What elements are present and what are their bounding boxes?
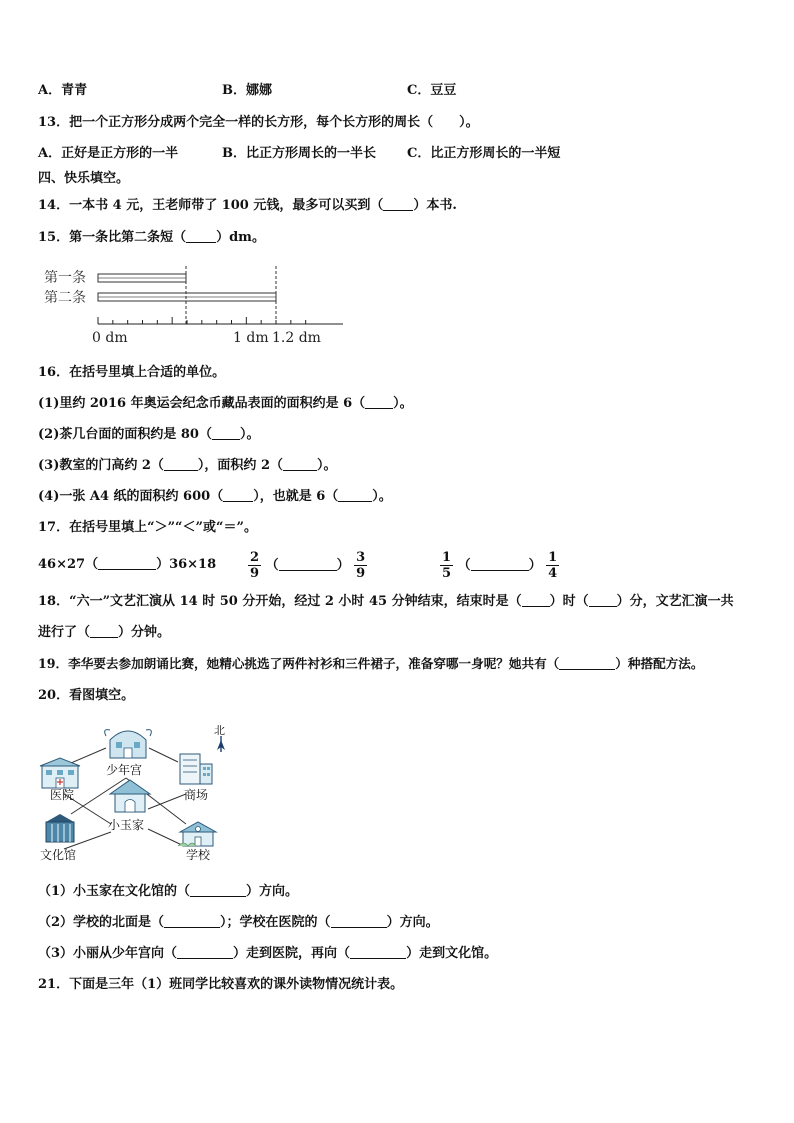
section-4-title: 四、快乐填空。 <box>38 171 130 186</box>
tick-label-0: 0 dm <box>92 330 128 346</box>
q16-p1-blank[interactable] <box>365 396 393 409</box>
q16-part-3 <box>38 457 337 475</box>
q18-text-e: ）分钟。 <box>118 625 171 640</box>
q18-text-a: 18．“六一”文艺汇演从 14 时 50 分开始，经过 2 小时 45 分钟结束，结束时是（ <box>38 594 522 609</box>
q16-p3-text-c: ）。 <box>317 458 337 473</box>
q15-ruler-figure <box>40 262 350 348</box>
q15-text-after: ）dm。 <box>216 230 265 245</box>
q16-p4-text-a: (4)一张 A4 纸的面积约 600（ <box>38 489 224 504</box>
map-label-wenhuaguan: 文化馆 <box>40 848 77 862</box>
q16-stem: 16．在括号里填上合适的单位。 <box>38 365 226 380</box>
q20-sub-1 <box>38 883 298 901</box>
q20-s3-text-c: ）走到文化馆。 <box>406 946 498 961</box>
q12-option-c: C．豆豆 <box>407 83 457 98</box>
fraction-3-9 <box>354 550 367 581</box>
fraction-1-4 <box>546 550 559 581</box>
q18-text-d: 进行了（ <box>38 625 91 640</box>
q19-text-before: 19．李华要去参加朗诵比赛，她精心挑选了两件衬衫和三件裙子，准备穿哪一身呢？她共有（ <box>38 656 560 671</box>
q17-e2-blank[interactable] <box>279 558 337 571</box>
frac-den: 9 <box>250 566 260 581</box>
q16-part-1 <box>38 395 413 413</box>
fraction-1-5 <box>440 550 453 581</box>
q16-p4-blank-2[interactable] <box>338 489 372 502</box>
q15-answer-blank[interactable] <box>186 230 216 243</box>
q12-option-a: A．青青 <box>38 83 88 98</box>
tick-label-1: 1 dm <box>233 330 269 346</box>
q18-duration-blank[interactable] <box>90 625 118 638</box>
q17-e3-blank[interactable] <box>471 558 529 571</box>
q18-minute-blank[interactable] <box>589 594 617 607</box>
q20-s3-blank-1[interactable] <box>177 946 233 959</box>
paren-open: （ <box>457 558 471 573</box>
q19-blank[interactable] <box>559 657 615 670</box>
frac-den: 9 <box>356 566 366 581</box>
tick-label-1-2: 1.2 dm <box>272 330 321 346</box>
q18-text-c: ）分，文艺汇演一共 <box>616 594 734 609</box>
q13-option-a: A．正好是正方形的一半 <box>38 146 179 161</box>
q17-expr-3 <box>440 546 559 586</box>
map-label-shangchang: 商场 <box>184 788 209 802</box>
q14-text-before: 14．一本书 4 元，王老师带了 100 元钱，最多可以买到（ <box>38 198 384 213</box>
fraction-2-9 <box>248 550 261 581</box>
q18-line-2 <box>38 624 170 642</box>
paren-open: （ <box>265 558 279 573</box>
q17-e1-right: ）36×18 <box>156 557 217 572</box>
q12-option-b: B．娜娜 <box>222 83 272 98</box>
q16-p4-text-c: ）。 <box>372 489 392 504</box>
q16-part-4 <box>38 488 392 506</box>
q16-part-2 <box>38 426 259 444</box>
q14-text-after: ）本书. <box>413 198 457 213</box>
paren-close: ） <box>528 558 542 573</box>
q17-e1-left: 46×27（ <box>38 557 99 572</box>
childrens-palace-icon <box>105 730 152 758</box>
q16-p3-blank-2[interactable] <box>283 458 317 471</box>
q17-e1-blank[interactable] <box>98 557 156 570</box>
q16-p2-blank[interactable] <box>212 427 240 440</box>
q20-s2-text-b: ）；学校在医院的（ <box>220 915 331 930</box>
north-arrow-icon <box>217 736 225 752</box>
frac-den: 5 <box>442 566 452 581</box>
culture-hall-icon <box>46 814 74 842</box>
q17-stem: 17．在括号里填上“＞”“＜”或“＝”。 <box>38 520 257 535</box>
q18-text-b: ）时（ <box>549 594 589 609</box>
q13-option-c: C．比正方形周长的一半短 <box>407 146 561 161</box>
q15-text-before: 15．第一条比第二条短（ <box>38 230 187 245</box>
q20-s3-text-b: ）走到医院，再向（ <box>233 946 351 961</box>
q16-p2-text: (2)茶几台面的面积约是 80（ <box>38 427 212 442</box>
q13-stem: 13．把一个正方形分成两个完全一样的长方形，每个长方形的周长（ ）。 <box>38 115 479 130</box>
map-label-xiaoyujia: 小玉家 <box>108 818 145 832</box>
q16-p1-text: (1)里约 2016 年奥运会纪念币藏品表面的面积约是 6（ <box>38 396 366 411</box>
q20-s2-blank-1[interactable] <box>164 915 220 928</box>
q20-s3-text-a: （3）小丽从少年宫向（ <box>38 946 178 961</box>
q20-s1-text-b: ）方向。 <box>246 884 299 899</box>
q16-p1-end: ）。 <box>393 396 413 411</box>
q18-hour-blank[interactable] <box>522 594 550 607</box>
q20-s1-blank[interactable] <box>190 884 246 897</box>
map-label-yiyuan: 医院 <box>50 788 75 802</box>
frac-num: 1 <box>442 550 452 565</box>
hospital-icon <box>40 758 80 788</box>
q20-map-figure <box>36 724 236 866</box>
q20-s2-text-c: ）方向。 <box>386 915 439 930</box>
ruler-ticks <box>98 317 306 324</box>
q21-stem: 21．下面是三年（1）班同学比较喜欢的课外读物情况统计表。 <box>38 977 404 992</box>
q14-answer-blank[interactable] <box>383 198 413 211</box>
q19-text-after: ）种搭配方法。 <box>615 656 704 671</box>
frac-den: 4 <box>548 566 558 581</box>
q17-expr-2 <box>248 546 367 586</box>
q15-line <box>38 229 265 247</box>
q13-option-b: B．比正方形周长的一半长 <box>222 146 376 161</box>
q16-p3-blank-1[interactable] <box>164 458 198 471</box>
q14-line <box>38 197 457 215</box>
q16-p4-blank-1[interactable] <box>223 489 253 502</box>
frac-num: 1 <box>548 550 558 565</box>
q20-sub-3 <box>38 945 497 963</box>
q20-s1-text-a: （1）小玉家在文化馆的（ <box>38 884 191 899</box>
q19-line <box>38 655 703 673</box>
row1-label: 第一条 <box>44 270 86 286</box>
q20-stem: 20．看图填空。 <box>38 688 135 703</box>
paren-close: ） <box>336 558 350 573</box>
map-north-label: 北 <box>214 724 225 737</box>
q16-p3-text-b: ），面积约 2（ <box>197 458 283 473</box>
q20-sub-2 <box>38 914 439 932</box>
mall-icon <box>180 754 212 784</box>
q20-s2-text-a: （2）学校的北面是（ <box>38 915 165 930</box>
q16-p2-end: ）。 <box>239 427 260 442</box>
map-label-shaoniangong: 少年宫 <box>106 763 143 777</box>
q20-s3-blank-2[interactable] <box>350 946 406 959</box>
q16-p3-text-a: (3)教室的门高约 2（ <box>38 458 164 473</box>
map-label-xuexiao: 学校 <box>186 848 211 862</box>
q17-expr-1 <box>38 556 216 574</box>
row2-label: 第二条 <box>44 290 86 306</box>
q16-p4-text-b: ），也就是 6（ <box>253 489 339 504</box>
q18-line-1 <box>38 593 734 611</box>
frac-num: 3 <box>356 550 366 565</box>
school-icon <box>178 822 216 846</box>
frac-num: 2 <box>250 550 260 565</box>
q20-s2-blank-2[interactable] <box>331 915 387 928</box>
